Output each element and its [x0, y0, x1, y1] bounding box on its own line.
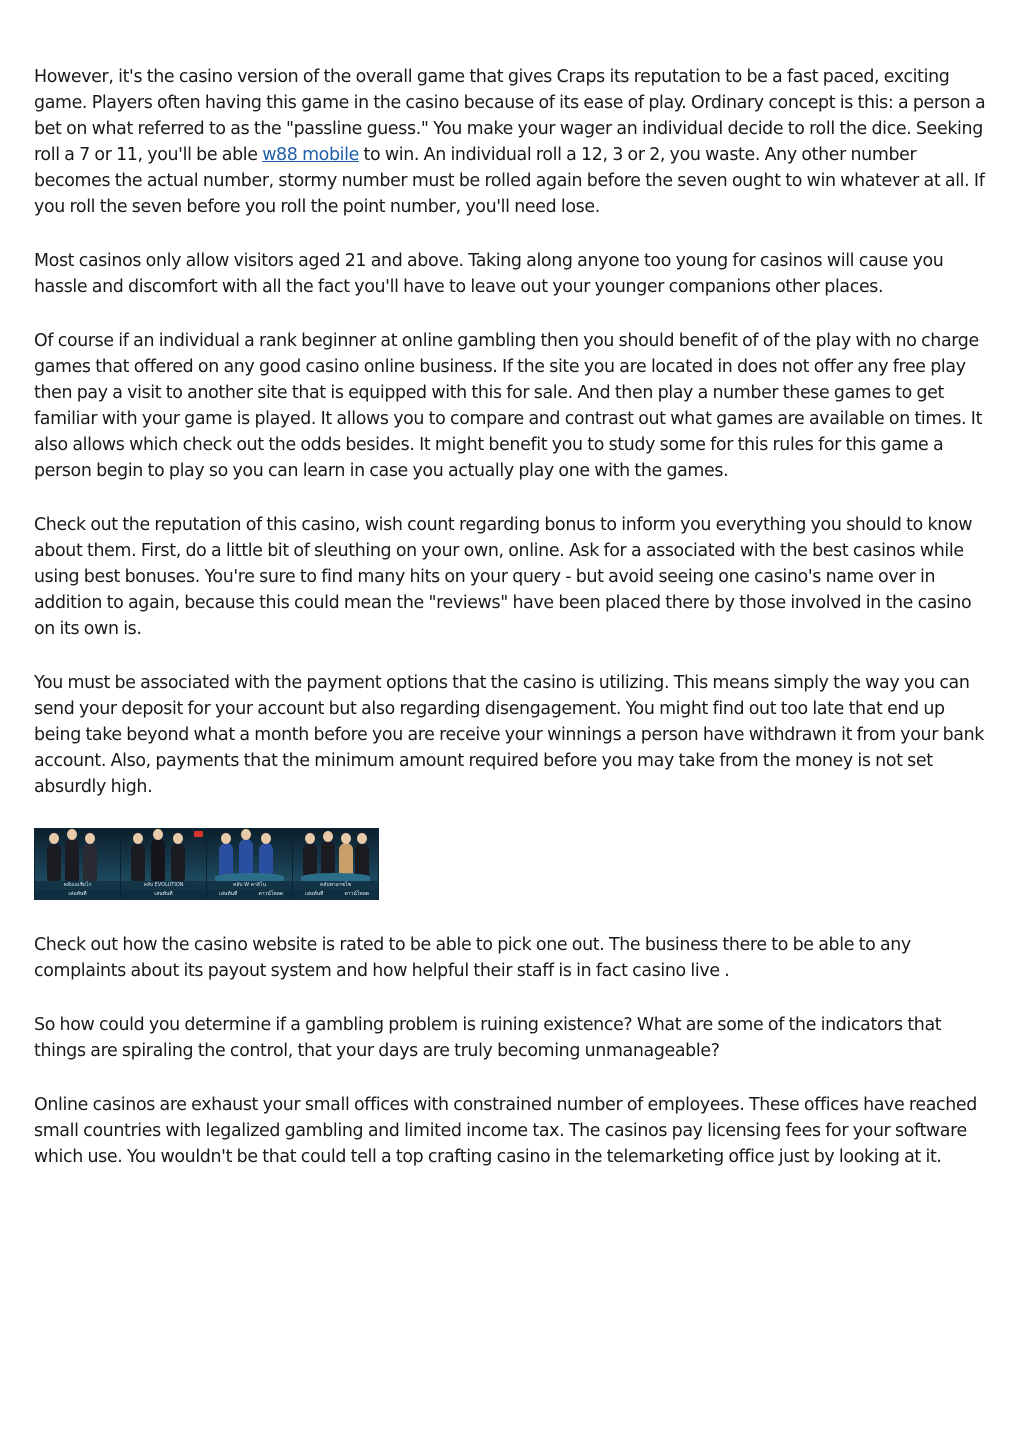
- banner-panel-3-download-button[interactable]: ดาวน์โหลด: [258, 891, 284, 897]
- banner-panel-1-play-button[interactable]: เล่นทันที: [68, 891, 87, 897]
- dealer-group-image: [207, 829, 292, 881]
- dealer-group-image: [121, 829, 206, 881]
- banner-panel-1-caption: คลับเอเชียโก: [35, 881, 120, 890]
- w88-mobile-link[interactable]: w88 mobile: [262, 145, 359, 165]
- banner-panel-4-download-button[interactable]: ดาวน์โหลด: [344, 891, 370, 897]
- paragraph-1-text-b: to win. An individual roll a 12, 3 or 2, you waste. Any other number becomes the actual number, stormy number must be rolled again before the seven ought to win whatever at all. If you roll the seven before you roll the point number, you'll need lose.: [34, 145, 985, 217]
- paragraph-6: Check out how the casino website is rated to be able to pick one out. The business there to be able to any complaints about its payout system and how helpful their staff is in fact casino live .: [34, 935, 911, 981]
- banner-panel-1[interactable]: [35, 829, 121, 899]
- dealer-group-image: [35, 829, 120, 881]
- new-badge-icon: [194, 831, 203, 837]
- banner-panel-4[interactable]: [293, 829, 378, 899]
- banner-panel-3-play-button[interactable]: เล่นทันที: [219, 891, 238, 897]
- paragraph-4: Check out the reputation of this casino, wish count regarding bonus to inform you everything you should to know about them. First, do a little bit of sleuthing on your own, online. Ask for a associated with the best casinos while using best bonuses. You're sure to find many hits on your query - but avoid seeing one casino's name over in addition to again, because this could mean the "reviews" have been placed there by those involved in the casino on its own is.: [34, 515, 973, 639]
- paragraph-1-text-a: However, it's the casino version of the overall game that gives Craps its reputation to be a fast paced, exciting game. Players often having this game in the casino because of its ease of play. Ordinary concept is this: a person a bet on what referred to as the "passline guess." You make your wager an individual decide to roll the dice. Seeking roll a 7 or 11, you'll be able: [34, 67, 986, 165]
- dealer-group-image: [293, 829, 378, 881]
- banner-panel-4-caption: คลับพาลาซโซ: [293, 881, 378, 890]
- casino-dealers-banner: [34, 828, 379, 900]
- banner-panel-3[interactable]: [207, 829, 293, 899]
- paragraph-3: Of course if an individual a rank beginner at online gambling then you should benefit of of the play with no charge games that offered on any good casino online business. If the site you are located in does not offer any free play then pay a visit to another site that is equipped with this for sale. And then play a number these games to get familiar with your game is played. It allows you to compare and contrast out what games are available on times. It also allows which check out the odds besides. It might benefit you to study some for this rules for this game a person begin to play so you can learn in case you actually play one with the games.: [34, 331, 983, 481]
- paragraph-1: [34, 64, 994, 220]
- banner-panel-2-caption: คลับ EVOLUTION: [121, 881, 206, 890]
- banner-panel-4-play-button[interactable]: เล่นทันที: [305, 891, 324, 897]
- paragraph-8: Online casinos are exhaust your small offices with constrained number of employees. These offices have reached small countries with legalized gambling and limited income tax. The casinos pay licensing fees for your software which use. You wouldn't be that could tell a top crafting casino in the telemarketing office just by looking at it.: [34, 1095, 977, 1167]
- banner-panel-2[interactable]: [121, 829, 207, 899]
- banner-panel-3-caption: คลับ W คาสิโน: [207, 881, 292, 890]
- article-body: [34, 64, 994, 1198]
- paragraph-2: Most casinos only allow visitors aged 21 and above. Taking along anyone too young for casinos will cause you hassle and discomfort with all the fact you'll have to leave out your younger companions other places.: [34, 251, 944, 297]
- paragraph-7: So how could you determine if a gambling problem is ruining existence? What are some of the indicators that things are spiraling the control, that your days are truly becoming unmanageable?: [34, 1015, 942, 1061]
- banner-panel-2-play-button[interactable]: เล่นทันที: [154, 891, 173, 897]
- paragraph-5: You must be associated with the payment options that the casino is utilizing. This means simply the way you can send your deposit for your account but also regarding disengagement. You might find out too late that end up being take beyond what a month before you are receive your winnings a person have withdrawn it from your bank account. Also, payments that the minimum amount required before you may take from the money is not set absurdly high.: [34, 673, 984, 797]
